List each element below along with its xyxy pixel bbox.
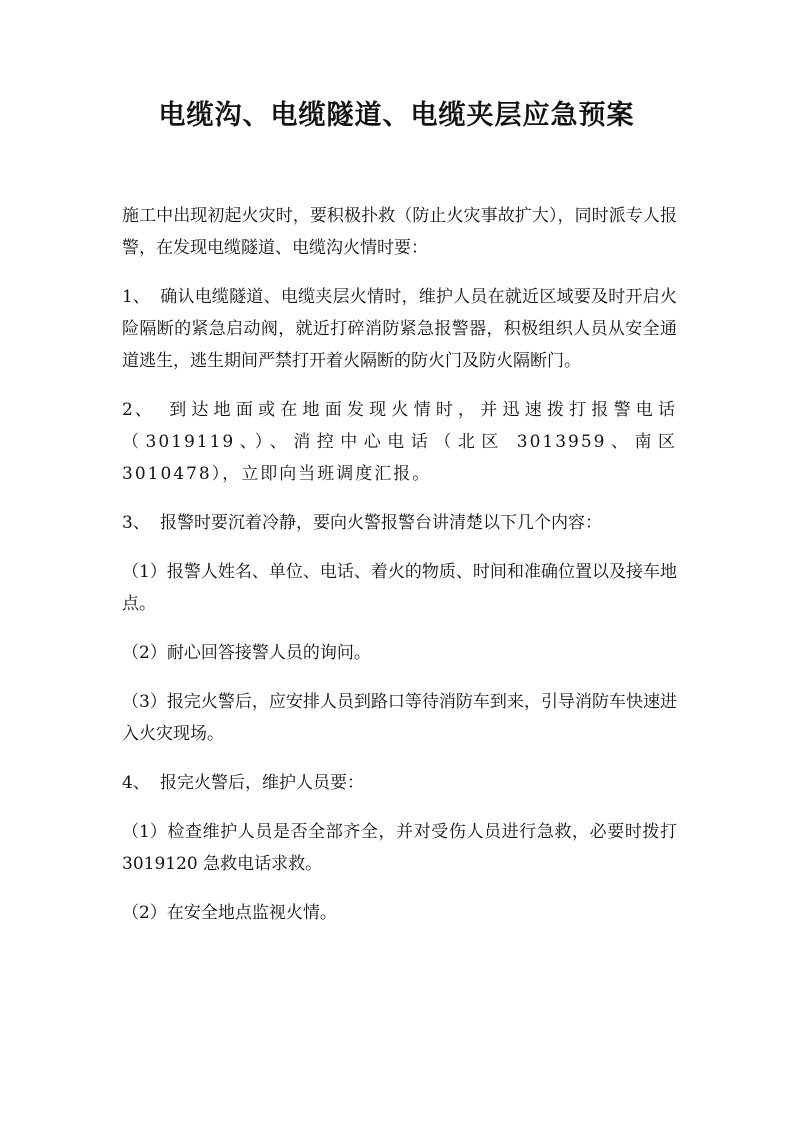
list-item [122,686,677,750]
item-text: 报警时要沉着冷静，要向火警报警台讲清楚以下几个内容： [160,513,602,533]
item-text: 报完火警后，维护人员要： [160,773,364,793]
item-number: 2、 [122,400,154,420]
list-item [122,507,677,539]
list-item [122,816,677,880]
document-body [122,200,677,946]
list-item [122,637,677,669]
list-item [122,281,677,377]
item-number: 1、 [122,287,150,307]
intro-paragraph: 施工中出现初起火灾时，要积极扑救（防止火灾事故扩大），同时派专人报警，在发现电缆隧道、电缆沟火情时要： [122,206,677,258]
item-text: 在安全地点监视火情。 [166,903,337,923]
item-text: 到达地面或在地面发现火情时，并迅速拨打报警电话（3019119、）、消控中心电话（北区 3013959、南区 3010478），立即向当班调度汇报。 [122,400,677,484]
item-text: （1）报警人姓名、单位、电话、着火的物质、时间和准确位置以及接车地点。 [122,562,677,614]
item-number: （1） [122,822,167,842]
item-text: 检查维护人员是否全部齐全，并对受伤人员进行急救，必要时拨打 3019120 急救电话求救。 [122,822,677,874]
item-number: （2） [122,903,167,923]
list-item [122,897,677,929]
list-item [122,767,677,799]
document-title: 电缆沟、电缆隧道、电缆夹层应急预案 [158,100,635,131]
item-number: 4、 [122,773,150,793]
list-item [122,556,677,620]
item-text: 确认电缆隧道、电缆夹层火情时，维护人员在就近区域要及时开启火险隔断的紧急启动阀，就近打碎消防紧急报警器，积极组织人员从安全通道逃生，逃生期间严禁打开着火隔断的防火门及防火隔断门。 [122,287,677,371]
list-item [122,394,677,490]
item-number: 3、 [122,513,150,533]
item-text: （2）耐心回答接警人员的询问。 [122,643,371,663]
item-text: （3）报完火警后，应安排人员到路口等待消防车到来，引导消防车快速进入火灾现场。 [122,692,677,744]
